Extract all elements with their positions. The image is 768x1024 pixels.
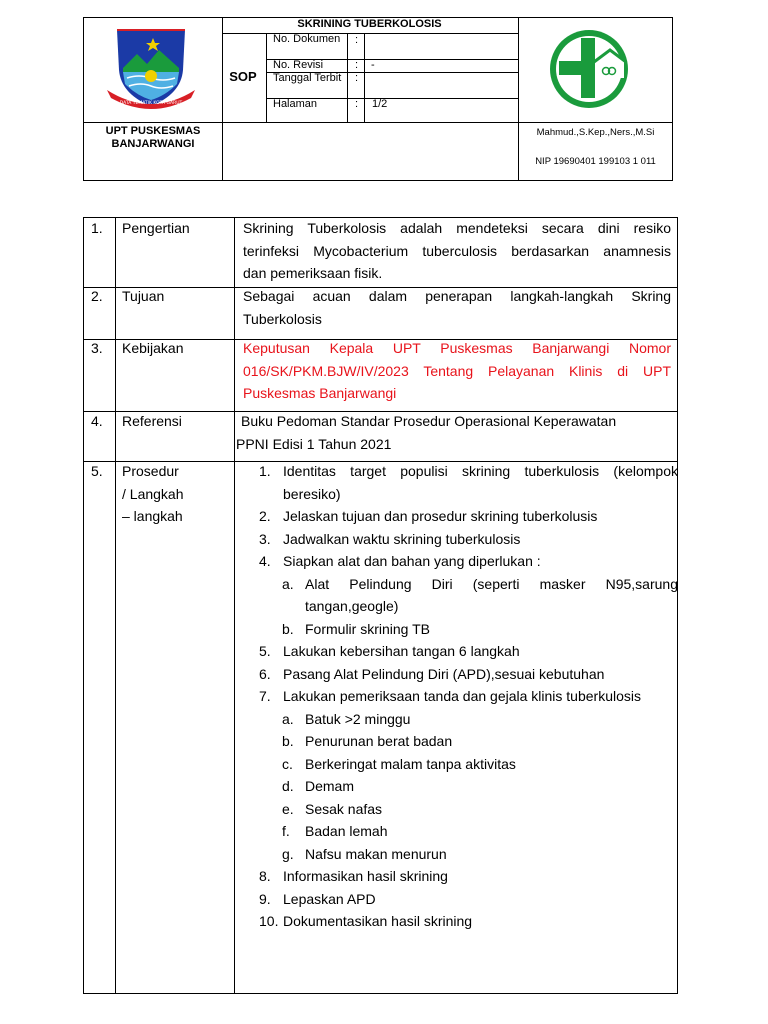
text-line: Skrining Tuberkolosis adalah mendeteksi secara dini resiko: [243, 220, 671, 236]
sub-step-item: [250, 820, 678, 843]
step-item: [250, 888, 678, 911]
step-item: [250, 460, 678, 505]
step-text: Lakukan pemeriksaan tanda dan gejala klinis tuberkulosis: [283, 688, 641, 704]
step-text: Siapkan alat dan bahan yang diperlukan :: [283, 553, 541, 569]
row-label-pengertian: Pengertian: [122, 220, 190, 236]
step-text: Lakukan kebersihan tangan 6 langkah: [283, 643, 520, 659]
sub-step-item: [250, 730, 678, 753]
row-label-prosedur: [122, 460, 184, 528]
sub-step-item: [250, 775, 678, 798]
step-text: Sesak nafas: [305, 800, 383, 817]
field-label-no-revisi: No. Revisi: [273, 59, 324, 71]
step-marker: 2.: [259, 508, 271, 524]
sop-label: SOP: [229, 69, 257, 84]
kebijakan-text: [243, 337, 671, 405]
step-marker: c.: [282, 755, 293, 772]
text-line: Keputusan Kepala UPT Puskesmas Banjarwangi Nomor: [243, 340, 671, 356]
step-text: Jadwalkan waktu skrining tuberkulosis: [283, 530, 521, 547]
regional-emblem-icon: [103, 24, 199, 114]
puskesmas-logo-icon: [548, 28, 630, 110]
step-marker: a.: [282, 710, 294, 727]
field-colon: :: [355, 34, 359, 46]
step-marker: 1.: [259, 463, 271, 479]
step-item: [250, 910, 678, 933]
text-line: Tuberkolosis: [243, 310, 322, 327]
text-line: PPNI Edisi 1 Tahun 2021: [236, 435, 392, 452]
field-label-no-dokumen: No. Dokumen: [273, 33, 341, 45]
step-item: [250, 550, 678, 573]
step-text: beresiko): [283, 485, 341, 502]
field-label-tanggal-terbit: Tanggal Terbit: [273, 72, 342, 84]
text-line: Buku Pedoman Standar Prosedur Operasional Keperawatan: [241, 413, 617, 429]
sub-step-item: [250, 798, 678, 821]
procedure-steps: [250, 460, 678, 933]
step-item: [250, 865, 678, 888]
emblem-ribbon-text: DATA TEMATIK KOTA GARUT: [119, 101, 183, 106]
row-number: 1.: [91, 220, 103, 236]
step-text: Formulir skrining TB: [305, 620, 430, 637]
step-text: Badan lemah: [305, 823, 388, 839]
step-text: Penurunan berat badan: [305, 733, 453, 749]
step-marker: 7.: [259, 688, 271, 704]
document-title: SKRINING TUBERKOLOSIS: [297, 18, 442, 30]
field-value-no-revisi: -: [371, 59, 375, 71]
step-marker: f.: [282, 823, 290, 839]
sub-step-item: [250, 753, 678, 776]
step-marker: 8.: [259, 868, 271, 884]
step-item: [250, 640, 678, 663]
step-text: Lepaskan APD: [283, 890, 376, 907]
sub-step-item: [250, 708, 678, 731]
step-text: Berkeringat malam tanpa aktivitas: [305, 755, 516, 772]
step-text: Jelaskan tujuan dan prosedur skrining tuberkolusis: [283, 508, 598, 524]
text-line: Sebagai acuan dalam penerapan langkah-langkah Skring: [243, 288, 671, 304]
step-text: tangan,geogle): [305, 598, 399, 614]
row-number: 5.: [91, 463, 103, 479]
step-item: [250, 528, 678, 551]
row-number: 4.: [91, 413, 103, 429]
step-text: Informasikan hasil skrining: [283, 868, 448, 884]
org-name-line2: BANJARWANGI: [111, 138, 195, 150]
step-marker: 10.: [259, 913, 279, 929]
step-marker: a.: [282, 575, 294, 592]
step-marker: 3.: [259, 530, 271, 547]
step-marker: 4.: [259, 553, 271, 569]
row-number: 3.: [91, 340, 103, 356]
row-label-line: – langkah: [122, 508, 183, 524]
step-item: [250, 663, 678, 686]
step-text: Nafsu makan menurun: [305, 845, 447, 862]
field-label-halaman: Halaman: [273, 98, 318, 110]
row-label-tujuan: Tujuan: [122, 288, 165, 304]
signer-nip: NIP 19690401 199103 1 011: [535, 156, 656, 167]
sub-step-item: [250, 618, 678, 641]
signer-name: Mahmud.,S.Kep.,Ners.,M.Si: [536, 127, 655, 138]
step-marker: 5.: [259, 643, 271, 659]
text-line: Puskesmas Banjarwangi: [243, 385, 397, 401]
row-label-referensi: Referensi: [122, 413, 182, 429]
step-marker: e.: [282, 800, 294, 817]
row-number: 2.: [91, 288, 103, 304]
field-colon: :: [355, 98, 359, 110]
row-label-kebijakan: Kebijakan: [122, 340, 184, 356]
sub-step-item: [250, 573, 678, 618]
field-value-halaman: 1/2: [372, 98, 388, 110]
pengertian-text: [243, 217, 671, 285]
referensi-text: [236, 410, 676, 455]
step-marker: b.: [282, 620, 294, 637]
step-item: [250, 685, 678, 708]
step-text: Pasang Alat Pelindung Diri (APD),sesuai kebutuhan: [283, 665, 605, 682]
step-marker: d.: [282, 778, 294, 794]
org-name: [84, 125, 222, 151]
sub-step-item: [250, 843, 678, 866]
field-colon: :: [355, 72, 359, 84]
tujuan-text: [243, 285, 671, 330]
text-line: 016/SK/PKM.BJW/IV/2023 Tentang Pelayanan Klinis di UPT: [243, 362, 671, 379]
text-line: dan pemeriksaan fisik.: [243, 265, 383, 281]
step-marker: b.: [282, 733, 294, 749]
row-label-line: / Langkah: [122, 485, 184, 502]
step-text: Demam: [305, 778, 355, 794]
step-item: [250, 505, 678, 528]
step-marker: 9.: [259, 890, 271, 907]
text-line: terinfeksi Mycobacterium tuberculosis berdasarkan anamnesis: [243, 242, 671, 259]
step-text: Alat Pelindung Diri (seperti masker N95,sarung: [305, 575, 678, 592]
row-label-line: Prosedur: [122, 463, 179, 479]
field-colon: :: [355, 59, 359, 71]
org-name-line1: UPT PUSKESMAS: [105, 125, 201, 137]
step-marker: g.: [282, 845, 294, 862]
step-text: Identitas target populisi skrining tuberkulosis (kelompok: [283, 463, 678, 479]
step-text: Batuk >2 minggu: [305, 710, 411, 727]
step-marker: 6.: [259, 665, 271, 682]
step-text: Dokumentasikan hasil skrining: [283, 913, 473, 929]
